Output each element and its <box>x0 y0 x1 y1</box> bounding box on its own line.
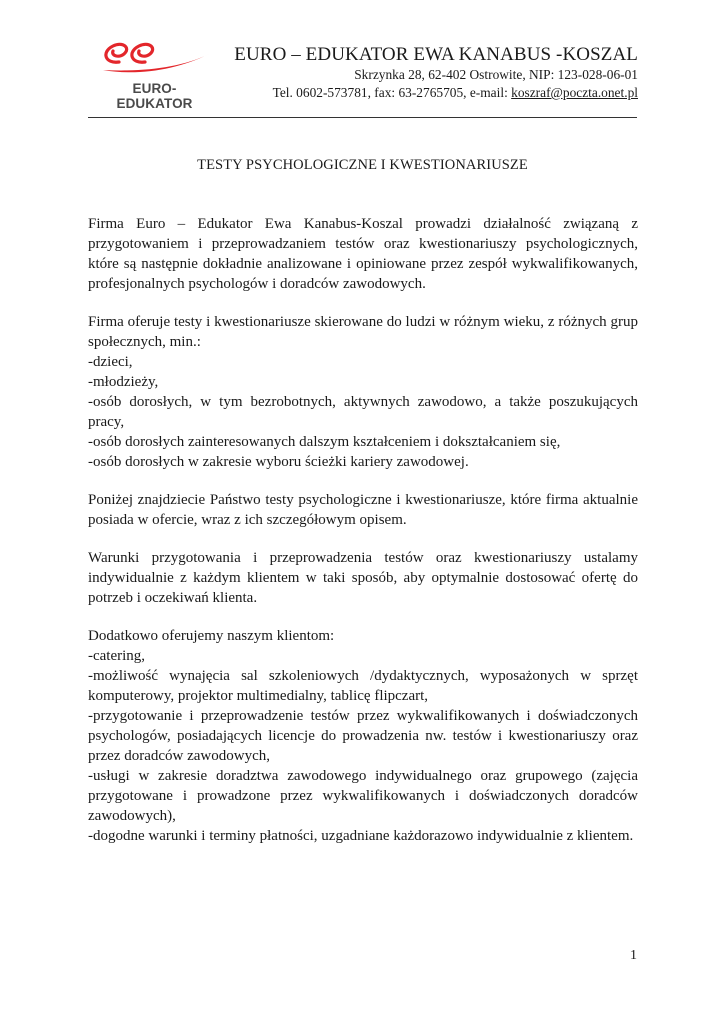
contact-phone-fax: Tel. 0602-573781, fax: 63-2765705, e-mail: <box>272 85 512 100</box>
list-item: -usługi w zakresie doradztwa zawodowego indywidualnego oraz grupowego (zajęcia przygotowane i prowadzone przez wykwalifikowanych i doświadczonych doradców zawodowych), <box>88 768 638 824</box>
company-info <box>234 44 638 102</box>
document-body <box>88 214 638 864</box>
conditions-paragraph: Warunki przygotowania i przeprowadzenia testów oraz kwestionariuszy ustalamy indywidualnie z każdym klientem w taki sposób, aby optymalnie dostosować ofertę do potrzeb i oczekiwań klienta. <box>88 550 638 606</box>
list-item: -dogodne warunki i terminy płatności, uzgadniane każdorazowo indywidualnie z klientem. <box>88 828 634 844</box>
logo-text: EURO-EDUKATOR <box>116 81 193 111</box>
target-groups-list <box>88 352 638 472</box>
page-number: 1 <box>630 948 637 963</box>
document-title: TESTY PSYCHOLOGICZNE I KWESTIONARIUSZE <box>197 157 528 173</box>
list-item: -osób dorosłych w zakresie wyboru ścieżki kariery zawodowej. <box>88 454 469 470</box>
list-item: -osób dorosłych, w tym bezrobotnych, aktywnych zawodowo, a także poszukujących pracy, <box>88 394 638 430</box>
logo-swoosh-icon <box>97 40 217 80</box>
list-item: -młodzieży, <box>88 374 159 390</box>
company-logo <box>97 40 217 111</box>
email-link[interactable]: koszraf@poczta.onet.pl <box>511 85 638 100</box>
list-item: -możliwość wynajęcia sal szkoleniowych /dydaktycznych, wyposażonych w sprzęt komputerowy, projektor multimedialny, tablicę flipczart, <box>88 668 638 704</box>
offer-paragraph: Poniżej znajdziecie Państwo testy psychologiczne i kwestionariusze, które firma aktualnie posiada w ofercie, wraz z ich szczegółowym opisem. <box>88 492 638 528</box>
list-item: -catering, <box>88 648 146 664</box>
target-groups-intro: Firma oferuje testy i kwestionariusze skierowane do ludzi w różnym wieku, z różnych grup społecznych, min.: <box>88 314 638 350</box>
list-item: -osób dorosłych zainteresowanych dalszym kształceniem i dokształcaniem się, <box>88 434 561 450</box>
extras-intro: Dodatkowo oferujemy naszym klientom: <box>88 628 335 644</box>
list-item: -dzieci, <box>88 354 133 370</box>
extras-list <box>88 646 638 846</box>
header-divider <box>88 117 637 118</box>
company-contact <box>234 84 638 102</box>
list-item: -przygotowanie i przeprowadzenie testów przez wykwalifikowanych i doświadczonych psychologów, posiadających licencje do prowadzenia nw. testów i kwestionariuszy oraz przez doradców zawodowych, <box>88 708 638 764</box>
company-name: EURO – EDUKATOR EWA KANABUS -KOSZAL <box>234 44 638 65</box>
company-address: Skrzynka 28, 62-402 Ostrowite, NIP: 123-028-06-01 <box>354 67 638 82</box>
intro-paragraph: Firma Euro – Edukator Ewa Kanabus-Koszal prowadzi działalność związaną z przygotowaniem i przeprowadzaniem testów oraz kwestionariuszy psychologicznych, które są następnie dokładnie analizowane i opiniowane przez zespół wykwalifikowanych, profesjonalnych psychologów i doradców zawodowych. <box>88 216 638 292</box>
